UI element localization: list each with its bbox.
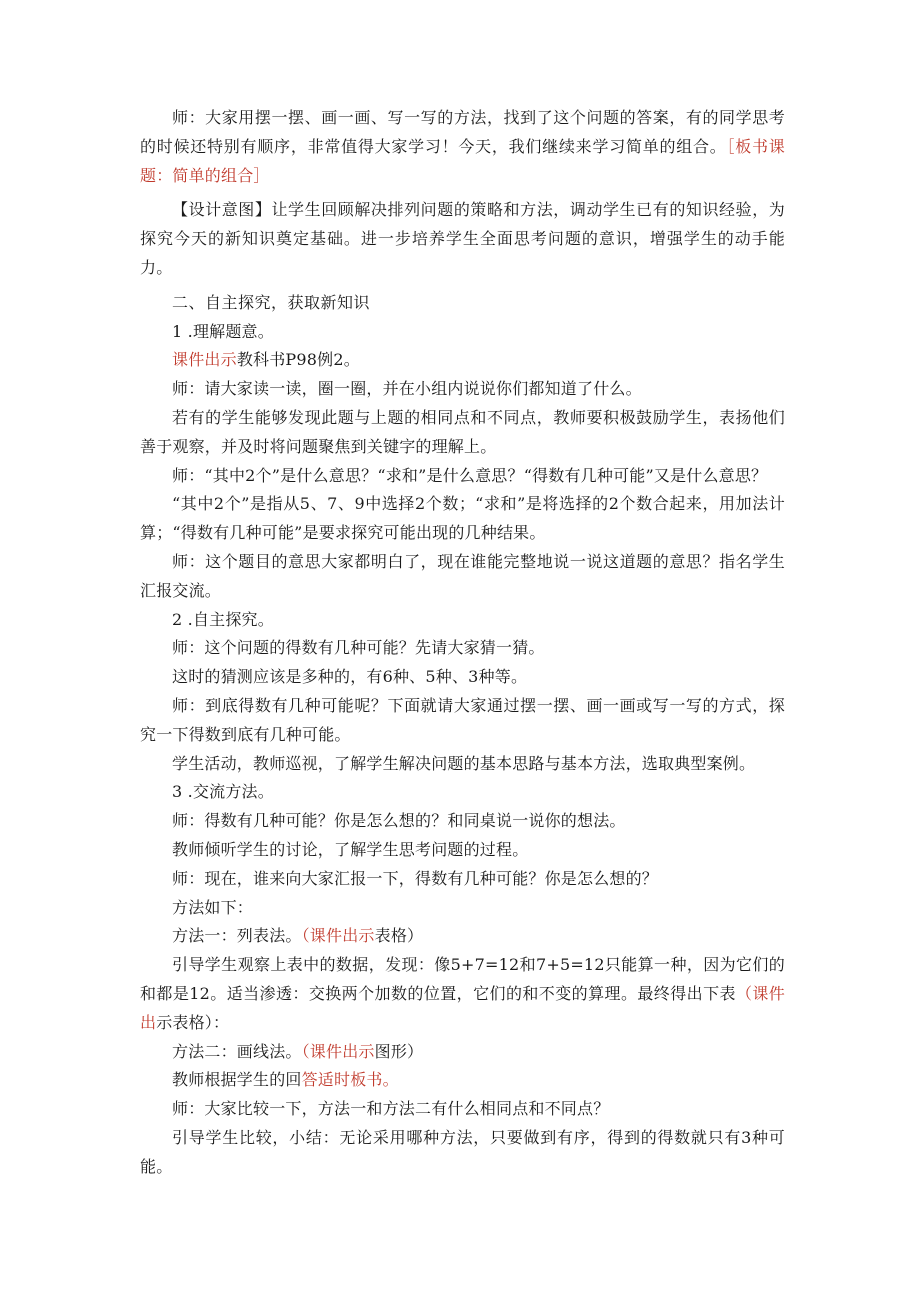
- paragraph-teacher-listen: [140, 836, 785, 865]
- paragraph-teacher-question: [140, 462, 785, 491]
- paragraph-text: 教师根据学生的回: [172, 1070, 302, 1090]
- paragraph-design-intent: [140, 196, 785, 282]
- paragraph-explanation: [140, 490, 785, 548]
- step-heading-text: 1 .理解题意。: [172, 321, 274, 341]
- step-heading-1: [140, 318, 785, 347]
- paragraph-text: 师：这个问题的得数有几种可能？先请大家猜一猜。: [172, 638, 545, 658]
- paragraph-teacher-discuss: [140, 807, 785, 836]
- paragraph-method-one: [140, 922, 785, 951]
- paragraph-text: 学生活动，教师巡视，了解学生解决问题的基本思路与基本方法，选取典型案例。: [172, 753, 756, 773]
- paragraph-text: 师：这个题目的意思大家都明白了，现在谁能完整地说一说这道题的意思？指名学生汇报交流。: [140, 551, 785, 600]
- paragraph-teacher-guess: [140, 634, 785, 663]
- paragraph-text: “其中2个”是指从5、7、9中选择2个数；“求和”是将选择的2个数合起来，用加法计算；“得数有几种可能”是要求探究可能出现的几种结果。: [140, 494, 785, 543]
- courseware-note: （课件出示: [301, 926, 375, 946]
- paragraph-teacher-read: [140, 375, 785, 404]
- board-note: 答适时板书。: [301, 1070, 399, 1090]
- step-heading-text: 3 .交流方法。: [172, 782, 274, 802]
- paragraph-text: 师：大家用摆一摆、画一画、写一写的方法，找到了这个问题的答案，有的同学思考的时候还特别有顺序，非常值得大家学习！今天，我们继续来学习简单的组合。: [140, 108, 785, 156]
- paragraph-text: 这时的猜测应该是多种的，有6种、5种、3种等。: [172, 667, 528, 687]
- paragraph-text: 方法一：列表法。: [172, 926, 302, 946]
- section-heading-text: 二、自主探究，获取新知识: [172, 292, 371, 312]
- paragraph-conclusion: [140, 1124, 785, 1182]
- step-heading-text: 2 .自主探究。: [172, 609, 274, 629]
- paragraph-teacher-explore: [140, 692, 785, 750]
- paragraph-courseware-example: [140, 346, 785, 375]
- paragraph-text: 师：大家比较一下，方法一和方法二有什么相同点和不同点？: [172, 1099, 610, 1119]
- paragraph-text: 教科书P98例2。: [236, 350, 360, 370]
- section-heading: [140, 289, 785, 318]
- paragraph-text: 师：现在，谁来向大家汇报一下，得数有几种可能？你是怎么想的？: [172, 868, 659, 888]
- paragraph-text: 师：得数有几种可能？你是怎么想的？和同桌说一说你的想法。: [172, 811, 626, 831]
- paragraph-text: 教师倾听学生的讨论，了解学生思考问题的过程。: [172, 839, 529, 859]
- courseware-note: （课件出示: [301, 1041, 375, 1061]
- paragraph-text: 师：“其中2个”是什么意思？“求和”是什么意思？“得数有几种可能”又是什么意思？: [172, 465, 768, 485]
- paragraph-text-tail: 表格）: [374, 926, 424, 946]
- courseware-note: （课件出: [140, 983, 785, 1032]
- step-heading-3: [140, 778, 785, 807]
- paragraph-teacher-report: [140, 865, 785, 894]
- paragraph-text: 引导学生比较，小结：无论采用哪种方法，只要做到有序，得到的得数就只有3种可能。: [140, 1127, 785, 1176]
- paragraph-student-activity: [140, 750, 785, 779]
- paragraph-text-tail: 图形）: [374, 1041, 424, 1061]
- paragraph-text: 方法如下：: [172, 897, 254, 917]
- step-heading-2: [140, 606, 785, 635]
- paragraph-text: 师：请大家读一读，圈一圈，并在小组内说说你们都知道了什么。: [172, 379, 642, 399]
- paragraph-text: 方法二：画线法。: [172, 1041, 302, 1061]
- courseware-note: 课件出示: [172, 350, 237, 370]
- paragraph-board-writing: [140, 1066, 785, 1095]
- paragraph-table-observation: [140, 951, 785, 1037]
- paragraph-teacher-summary: [140, 548, 785, 606]
- paragraph-method-two: [140, 1038, 785, 1067]
- paragraph-text: 师：到底得数有几种可能呢？下面就请大家通过摆一摆、画一画或写一写的方式，探究一下得数到底有几种可能。: [140, 695, 785, 744]
- paragraph-teacher-compare: [140, 1095, 785, 1124]
- paragraph-intro-review: [140, 104, 785, 190]
- paragraph-text: 引导学生观察上表中的数据，发现：像5+7=12和7+5=12只能算一种，因为它们的和都是12。适当渗透：交换两个加数的位置，它们的和不变的算理。最终得出下表: [140, 955, 785, 1003]
- document-page: [140, 104, 785, 1181]
- board-title-note: ［板书课题：简单的组合］: [140, 136, 785, 185]
- paragraph-text: 【设计意图】让学生回顾解决排列问题的策略和方法，调动学生已有的知识经验，为探究今天的新知识奠定基础。进一步培养学生全面思考问题的意识，增强学生的动手能力。: [140, 200, 785, 277]
- paragraph-text: 若有的学生能够发现此题与上题的相同点和不同点，教师要积极鼓励学生，表扬他们善于观察，并及时将问题聚焦到关键字的理解上。: [140, 407, 785, 456]
- paragraph-methods-intro: [140, 894, 785, 923]
- paragraph-text-tail: 示表格）：: [156, 1012, 230, 1032]
- paragraph-student-observe: [140, 404, 785, 462]
- paragraph-guess-result: [140, 663, 785, 692]
